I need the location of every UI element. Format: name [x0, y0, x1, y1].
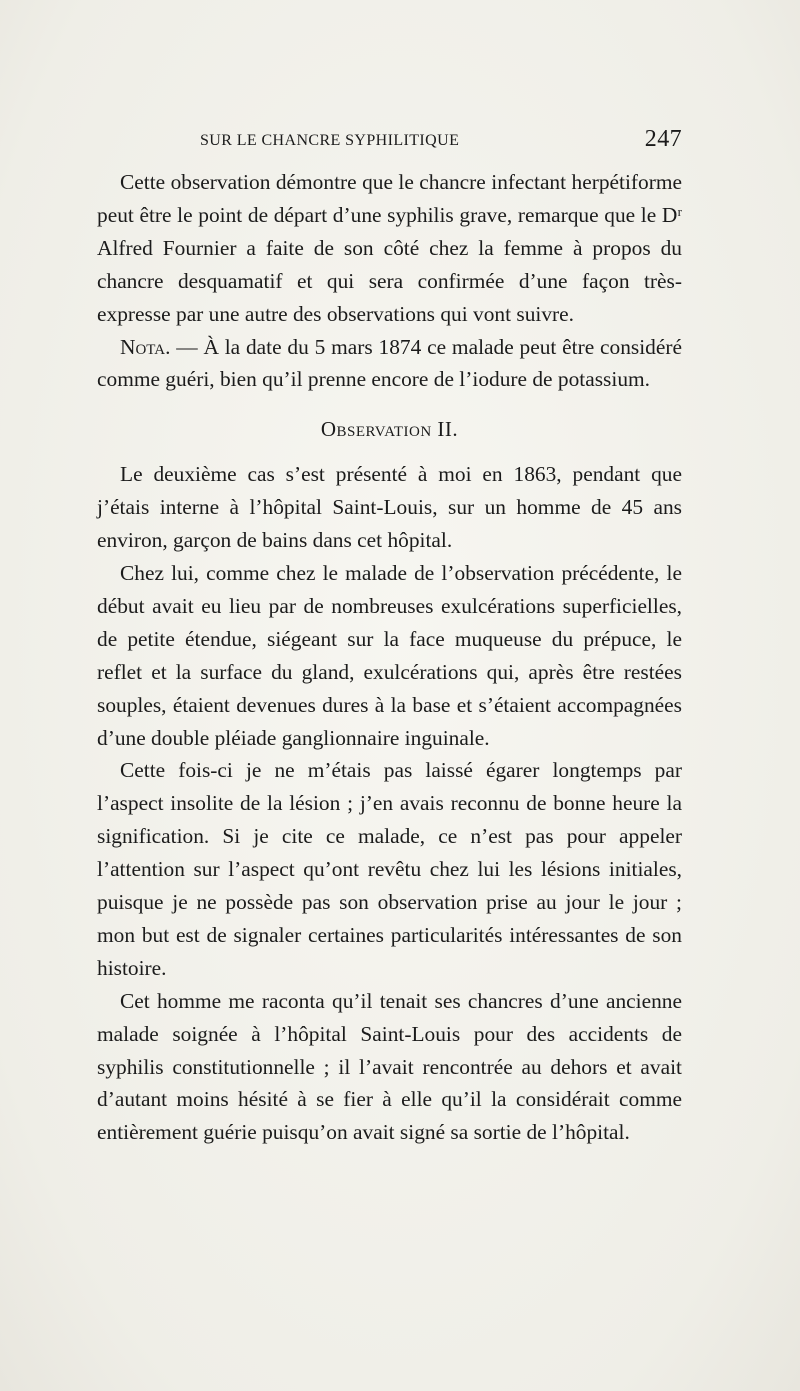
nota-label: Nota. — [120, 334, 171, 359]
page-number: 247 — [644, 126, 682, 152]
running-header — [97, 126, 682, 160]
paragraph-4: Cette fois-ci je ne m’étais pas laissé égarer longtemps par l’aspect insolite de la lésion ; j’en avais reconnu de bonne heure la signification. Si je cite ce malade, ce n’est pas pour appeler l’attention sur l’aspect qu’ont revêtu chez lui les lésions initiales, puisque je ne possède pas son observation prise au jour le jour ; mon but est de signaler certaines particularités intéressantes de son histoire. — [97, 758, 682, 980]
paragraph-3: Chez lui, comme chez le malade de l’observation précédente, le début avait eu lieu par de nombreuses exulcérations superficielles, de petite étendue, siégeant sur la face muqueuse du prépuce, le reflet et la surface du gland, exulcérations qui, après être restées souples, étaient devenues dures à la base et s’étaient accompagnées d’une double pléiade ganglionnaire inguinale. — [97, 560, 682, 750]
nota-text: — À la date du 5 mars 1874 ce malade peut être considéré comme guéri, bien qu’il prenne encore de l’iodure de potassium. — [97, 334, 682, 392]
paragraph-5: Cet homme me raconta qu’il tenait ses chancres d’une ancienne malade soignée à l’hôpital Saint-Louis pour des accidents de syphilis constitutionnelle ; il l’avait rencontrée au dehors et avait d’autant moins hésité à se fier à elle qu’il la considérait comme entièrement guérie puisqu’on avait signé sa sortie de l’hôpital. — [97, 988, 682, 1145]
body-text — [97, 166, 682, 1149]
paragraph-2: Le deuxième cas s’est présenté à moi en 1863, pendant que j’étais interne à l’hôpital Saint-Louis, sur un homme de 45 ans environ, garçon de bains dans cet hôpital. — [97, 462, 682, 553]
section-heading: Observation II. — [320, 417, 459, 442]
running-title: SUR LE CHANCRE SYPHILITIQUE — [200, 132, 460, 149]
paragraph-1: Cette observation démontre que le chancre infectant herpétiforme peut être le point de départ d’une syphilis grave, remarque que le Dʳ Alfred Fournier a faite de son côté chez la femme à propos du chancre desquamatif et qui sera confirmée d’une façon très-expresse par une autre des observations qui vont suivre. — [97, 170, 682, 326]
nota-paragraph — [97, 331, 682, 397]
